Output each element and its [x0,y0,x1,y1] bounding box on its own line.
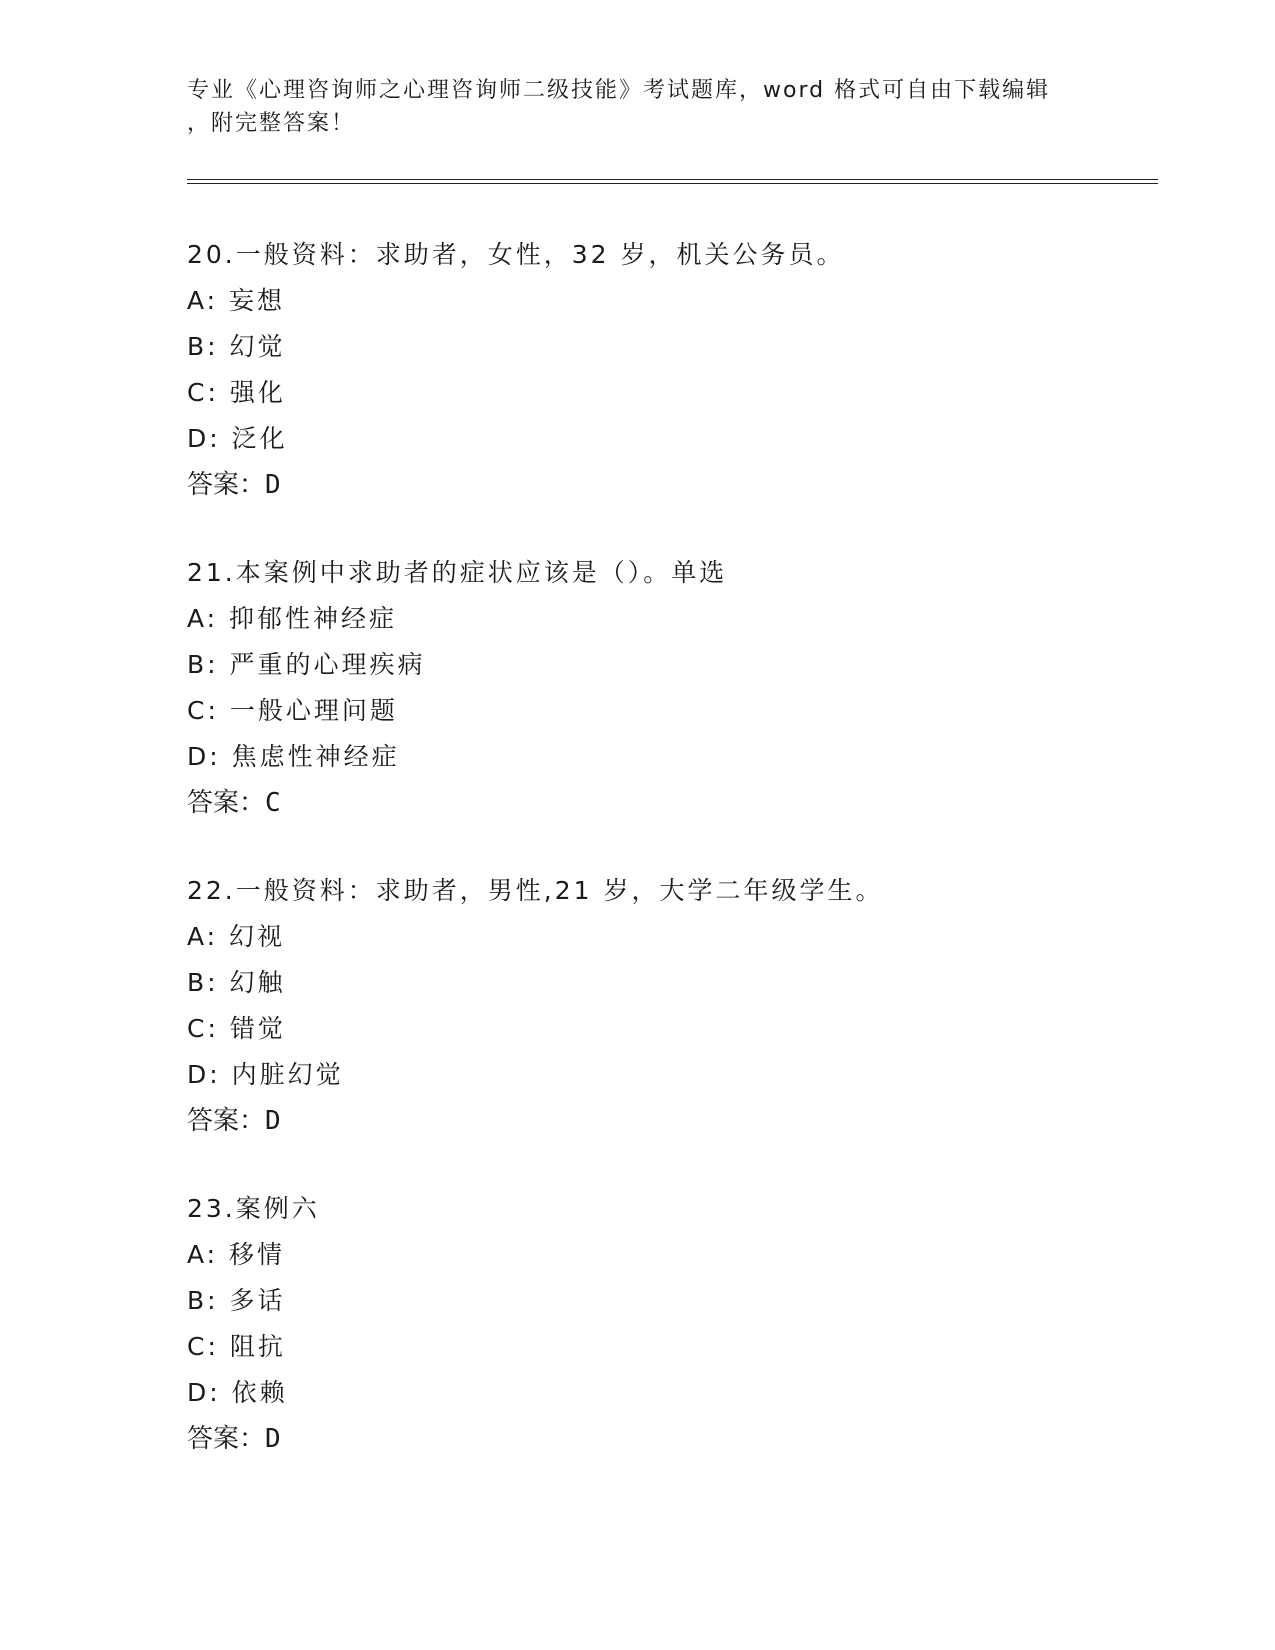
question-23 [187,1186,1137,1462]
option-d: D: 依赖 [187,1378,288,1407]
header-divider-bottom [187,183,1158,184]
answer-label: 答案： [187,788,266,818]
option-a: A: 抑郁性神经症 [187,604,398,633]
option-a: A: 幻视 [187,922,286,951]
option-a: A: 移情 [187,1240,286,1269]
option-c: C: 一般心理问题 [187,696,398,725]
option-c: C: 阻抗 [187,1332,286,1361]
option-b: B: 幻觉 [187,332,286,361]
document-intro: 专业《心理咨询师之心理咨询师二级技能》考试题库，word 格式可自由下载编辑 ，附完整答案！ [187,78,1051,136]
answer-value: D [265,470,281,500]
option-d: D: 泛化 [187,424,288,453]
option-b: B: 严重的心理疾病 [187,650,426,679]
question-22 [187,868,1137,1144]
answer-line [187,1098,1137,1144]
answer-line [187,780,1137,826]
question-title: 21.本案例中求助者的症状应该是（）。单选 [187,558,728,587]
question-21 [187,550,1137,826]
option-c: C: 错觉 [187,1014,286,1043]
option-b: B: 幻触 [187,968,286,997]
option-d: D: 内脏幻觉 [187,1060,344,1089]
answer-value: D [265,1424,281,1454]
question-title: 22.一般资料：求助者，男性,21 岁，大学二年级学生。 [187,876,884,905]
option-c: C: 强化 [187,378,286,407]
option-b: B: 多话 [187,1286,286,1315]
answer-value: C [265,788,281,818]
option-a: A: 妄想 [187,286,286,315]
question-20 [187,232,1137,508]
question-title: 23.案例六 [187,1194,320,1223]
question-title: 20.一般资料：求助者，女性，32 岁，机关公务员。 [187,240,845,269]
answer-value: D [265,1106,281,1136]
answer-line [187,1416,1137,1462]
header-divider-top [187,179,1158,180]
answer-label: 答案： [187,1106,266,1136]
answer-line [187,462,1137,508]
option-d: D: 焦虑性神经症 [187,742,400,771]
answer-label: 答案： [187,1424,266,1454]
answer-label: 答案： [187,470,266,500]
